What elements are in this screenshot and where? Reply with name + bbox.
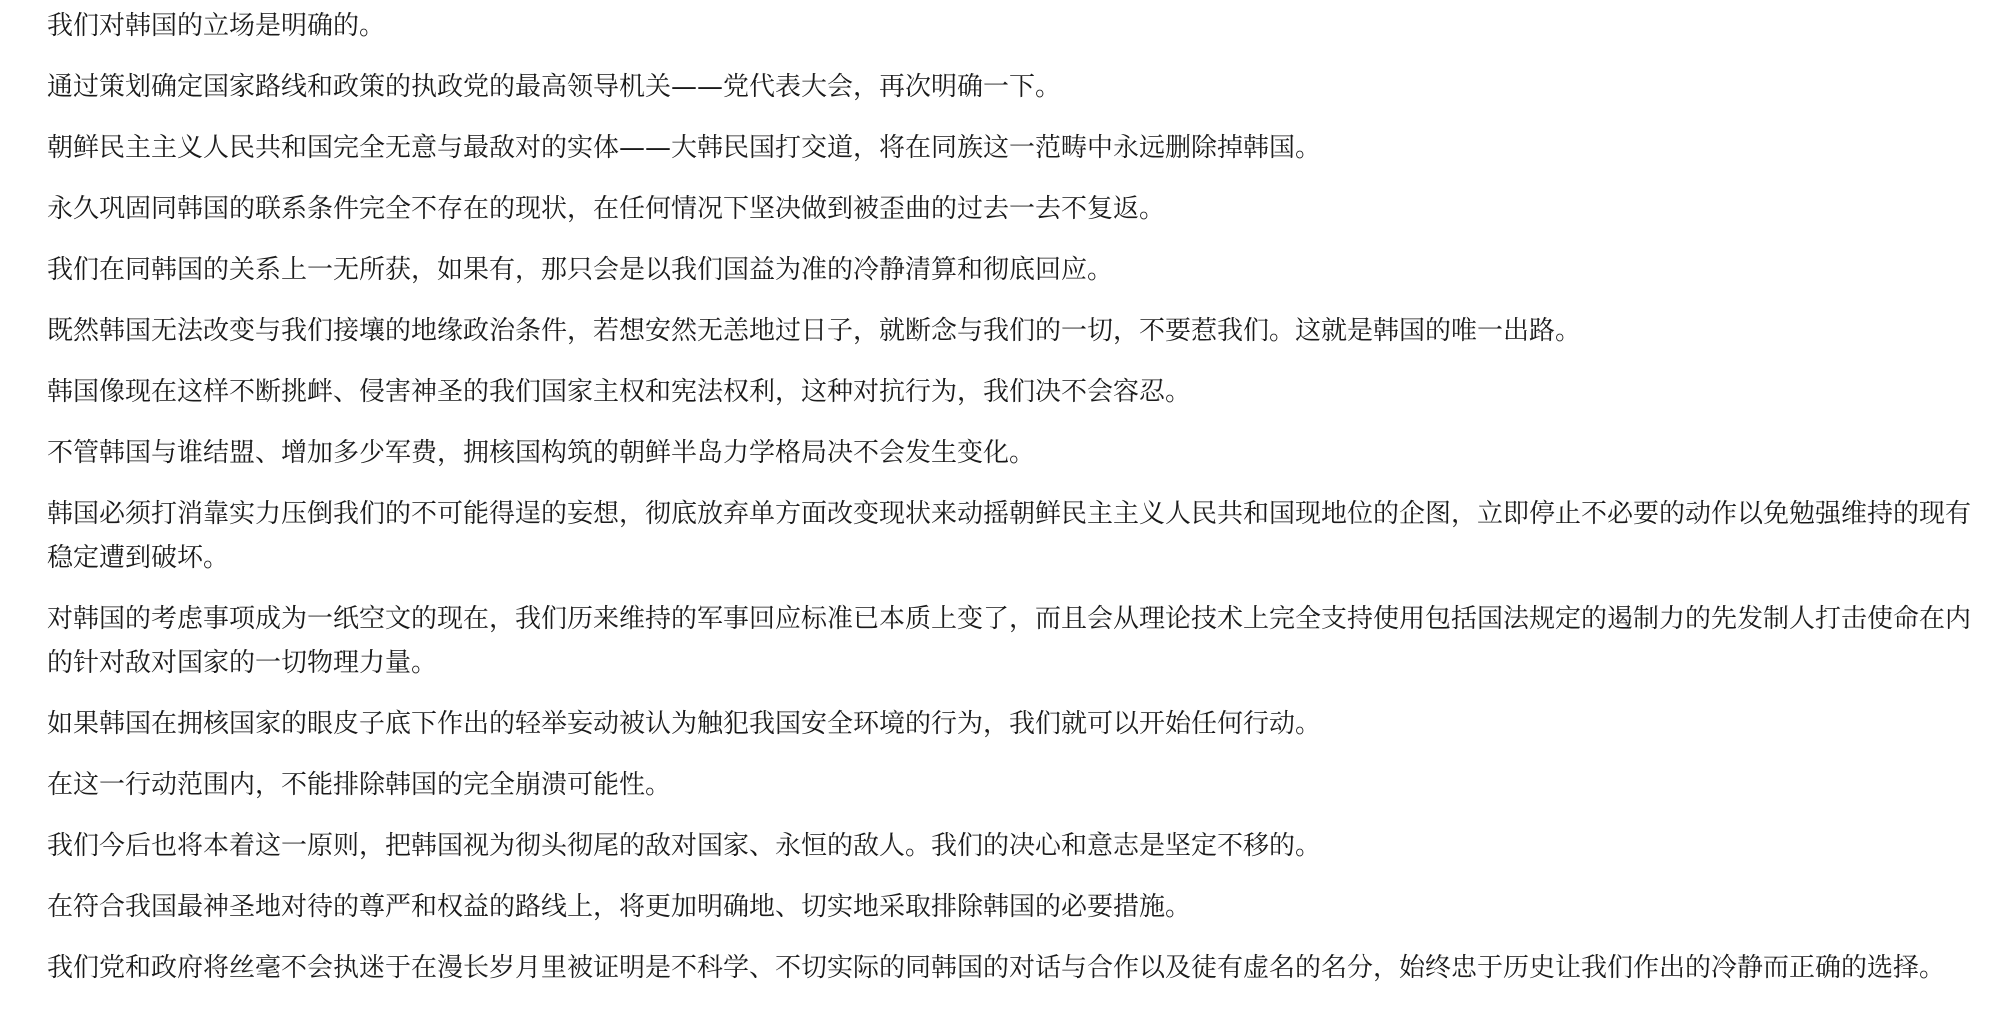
paragraph-13: 我们今后也将本着这一原则，把韩国视为彻头彻尾的敌对国家、永恒的敌人。我们的决心和意志是坚定不移的。 <box>47 831 1322 861</box>
paragraph-9: 韩国必须打消靠实力压倒我们的不可能得逞的妄想，彻底放弃单方面改变现状来动摇朝鲜民主主义人民共和国现地位的企图，立即停止不必要的动作以免勉强维持的现有稳定遭到破坏。 <box>47 499 1972 573</box>
paragraph-14: 在符合我国最神圣地对待的尊严和权益的路线上，将更加明确地、切实地采取排除韩国的必要措施。 <box>47 892 1192 922</box>
paragraph-11: 如果韩国在拥核国家的眼皮子底下作出的轻举妄动被认为触犯我国安全环境的行为，我们就可以开始任何行动。 <box>47 709 1322 739</box>
paragraph-12: 在这一行动范围内，不能排除韩国的完全崩溃可能性。 <box>47 770 672 800</box>
article-body <box>47 4 1977 1007</box>
paragraph-15: 我们党和政府将丝毫不会执迷于在漫长岁月里被证明是不科学、不切实际的同韩国的对话与合作以及徒有虚名的名分，始终忠于历史让我们作出的冷静而正确的选择。 <box>47 953 1946 983</box>
paragraph-2: 通过策划确定国家路线和政策的执政党的最高领导机关——党代表大会，再次明确一下。 <box>47 72 1062 102</box>
paragraph-5: 我们在同韩国的关系上一无所获，如果有，那只会是以我们国益为准的冷静清算和彻底回应。 <box>47 255 1114 285</box>
paragraph-7: 韩国像现在这样不断挑衅、侵害神圣的我们国家主权和宪法权利，这种对抗行为，我们决不会容忍。 <box>47 377 1192 407</box>
paragraph-4: 永久巩固同韩国的联系条件完全不存在的现状，在任何情况下坚决做到被歪曲的过去一去不复返。 <box>47 194 1166 224</box>
paragraph-8: 不管韩国与谁结盟、增加多少军费，拥核国构筑的朝鲜半岛力学格局决不会发生变化。 <box>47 438 1036 468</box>
paragraph-6: 既然韩国无法改变与我们接壤的地缘政治条件，若想安然无恙地过日子，就断念与我们的一切，不要惹我们。这就是韩国的唯一出路。 <box>47 316 1582 346</box>
paragraph-3: 朝鲜民主主义人民共和国完全无意与最敌对的实体——大韩民国打交道，将在同族这一范畴中永远删除掉韩国。 <box>47 133 1322 163</box>
paragraph-1: 我们对韩国的立场是明确的。 <box>47 11 386 41</box>
paragraph-10: 对韩国的考虑事项成为一纸空文的现在，我们历来维持的军事回应标准已本质上变了，而且会从理论技术上完全支持使用包括国法规定的遏制力的先发制人打击使命在内的针对敌对国家的一切物理力量。 <box>47 604 1972 678</box>
